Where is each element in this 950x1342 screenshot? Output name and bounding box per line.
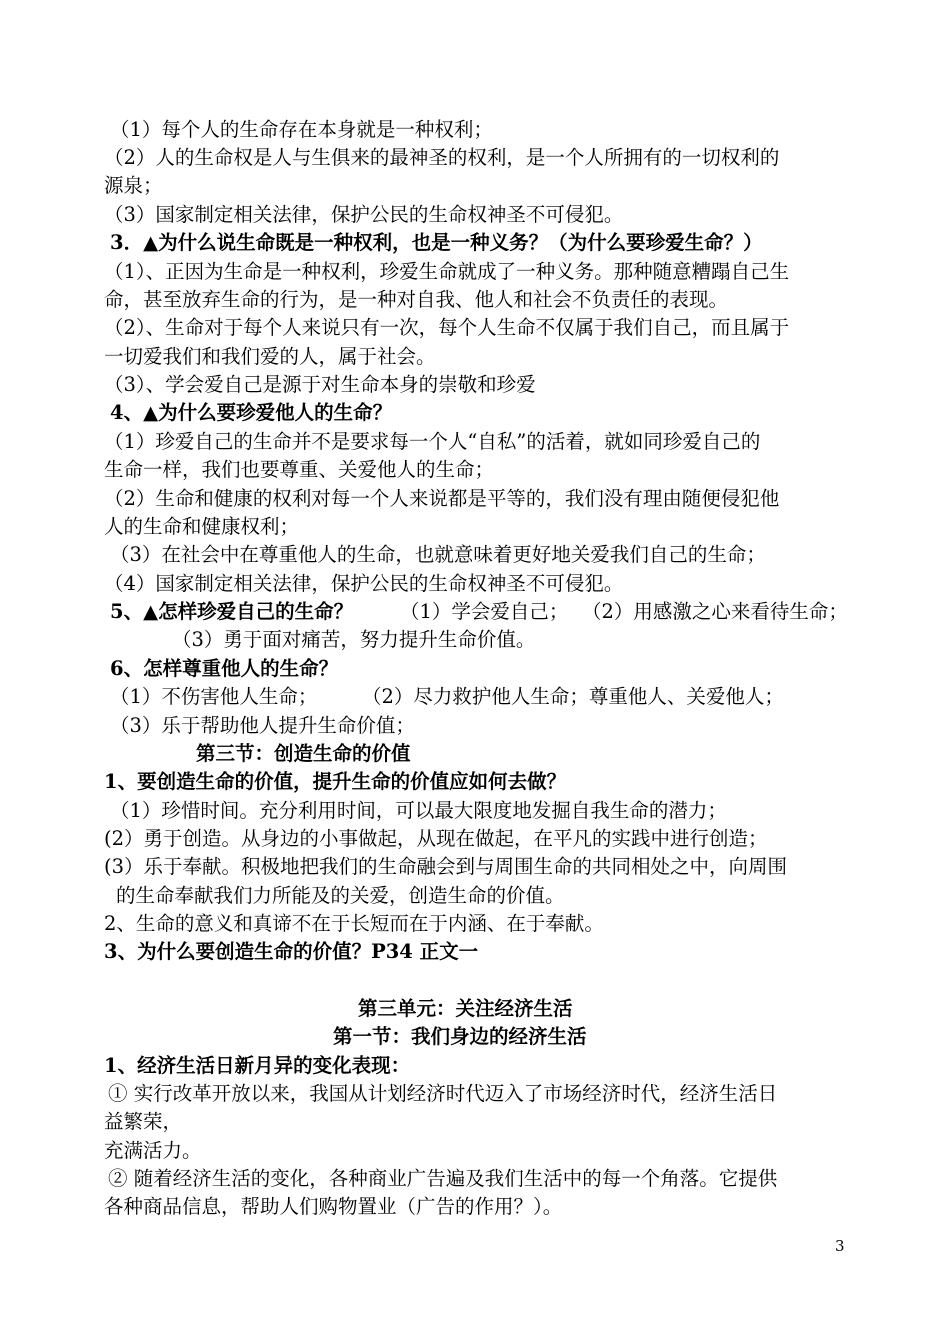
text-line: ② 随着经济生活的变化，各种商业广告遍及我们生活中的每一个角落。它提供 [108,1167,778,1190]
text-line: （3）在社会中在尊重他人的生命，也就意味着更好地关爱我们自己的生命； [110,543,766,566]
text-line: 源泉； [104,174,163,197]
question-heading: 5、▲怎样珍爱自己的生命？ [110,600,354,623]
text-line: (2）勇于创造。从身边的小事做起，从现在做起，在平凡的实践中进行创造； [104,827,768,850]
answer-item: （2）用感激之心来看待生命； [582,600,848,623]
text-line: ① 实行改革开放以来，我国从计划经济时代迈入了市场经济时代，经济生活日 [108,1082,778,1105]
text-line: 2、生命的意义和真谛不在于长短而在于内涵、在于奉献。 [104,912,604,935]
text-line: (3）乐于奉献。积极地把我们的生命融会到与周围生命的共同相处之中，向周围 [104,855,788,878]
text-line: （4）国家制定相关法律，保护公民的生命权神圣不可侵犯。 [104,572,624,595]
section-heading: 第三节：创造生命的价值 [196,742,411,765]
text-line: 生命一样，我们也要尊重、关爱他人的生命； [104,458,495,481]
question-heading: 4、▲为什么要珍爱他人的生命？ [110,401,393,424]
answer-item: （1）不伤害他人生命； [110,685,318,708]
text-line: （3）国家制定相关法律，保护公民的生命权神圣不可侵犯。 [104,203,624,226]
question-heading: 6、怎样尊重他人的生命？ [110,657,339,680]
text-line: 各种商品信息，帮助人们购物置业（广告的作用？）。 [104,1195,563,1218]
question-heading: 3．▲为什么说生命既是一种权利，也是一种义务？（为什么要珍爱生命？） [110,231,763,254]
text-line: （2）人的生命权是人与生俱来的最神圣的权利，是一个人所拥有的一切权利的 [104,146,780,169]
section-heading: 第一节：我们身边的经济生活 [333,1025,587,1048]
answer-item: （1）学会爱自己； [400,600,569,623]
answer-item: （3）乐于帮助他人提升生命价值； [110,714,415,737]
question-heading: 3、为什么要创造生命的价值？P34 正文一 [104,940,479,963]
answer-item: （2）尽力救护他人生命；尊重他人、关爱他人； [362,685,784,708]
text-line: （1）珍爱自己的生命并不是要求每一个人“自私”的活着，就如同珍爱自己的 [104,430,761,453]
text-line: （1）珍惜时间。充分利用时间，可以最大限度地发掘自我生命的潜力； [110,799,727,822]
question-heading: 1、经济生活日新月异的变化表现： [104,1054,411,1077]
text-line: （2）生命和健康的权利对每一个人来说都是平等的，我们没有理由随便侵犯他 [104,487,780,510]
text-line: （3）、学会爱自己是源于对生命本身的崇敬和珍爱 [104,373,536,396]
answer-item: （3）勇于面对痛苦，努力提升生命价值。 [172,628,536,651]
text-line: 人的生命和健康权利； [104,515,300,538]
text-line: （1）、正因为生命是一种权利，珍爱生命就成了一种义务。那种随意糟蹋自己生 [104,260,790,283]
text-line: 充满活力。 [104,1139,202,1162]
text-line: 的生命奉献我们力所能及的关爱，创造生命的价值。 [116,884,565,907]
text-line: （2）、生命对于每个人来说只有一次，每个人生命不仅属于我们自己，而且属于 [104,316,790,339]
unit-title: 第三单元：关注经济生活 [358,997,573,1020]
text-line: 命，甚至放弃生命的行为，是一种对自我、他人和社会不负责任的表现。 [104,288,729,311]
text-line: （1）每个人的生命存在本身就是一种权利； [110,118,493,141]
text-line: 一切爱我们和我们爱的人，属于社会。 [104,345,436,368]
question-heading: 1、要创造生命的价值，提升生命的价值应如何去做？ [104,770,567,793]
page-number: 3 [835,1237,845,1255]
text-line: 益繁荣， [104,1110,183,1133]
